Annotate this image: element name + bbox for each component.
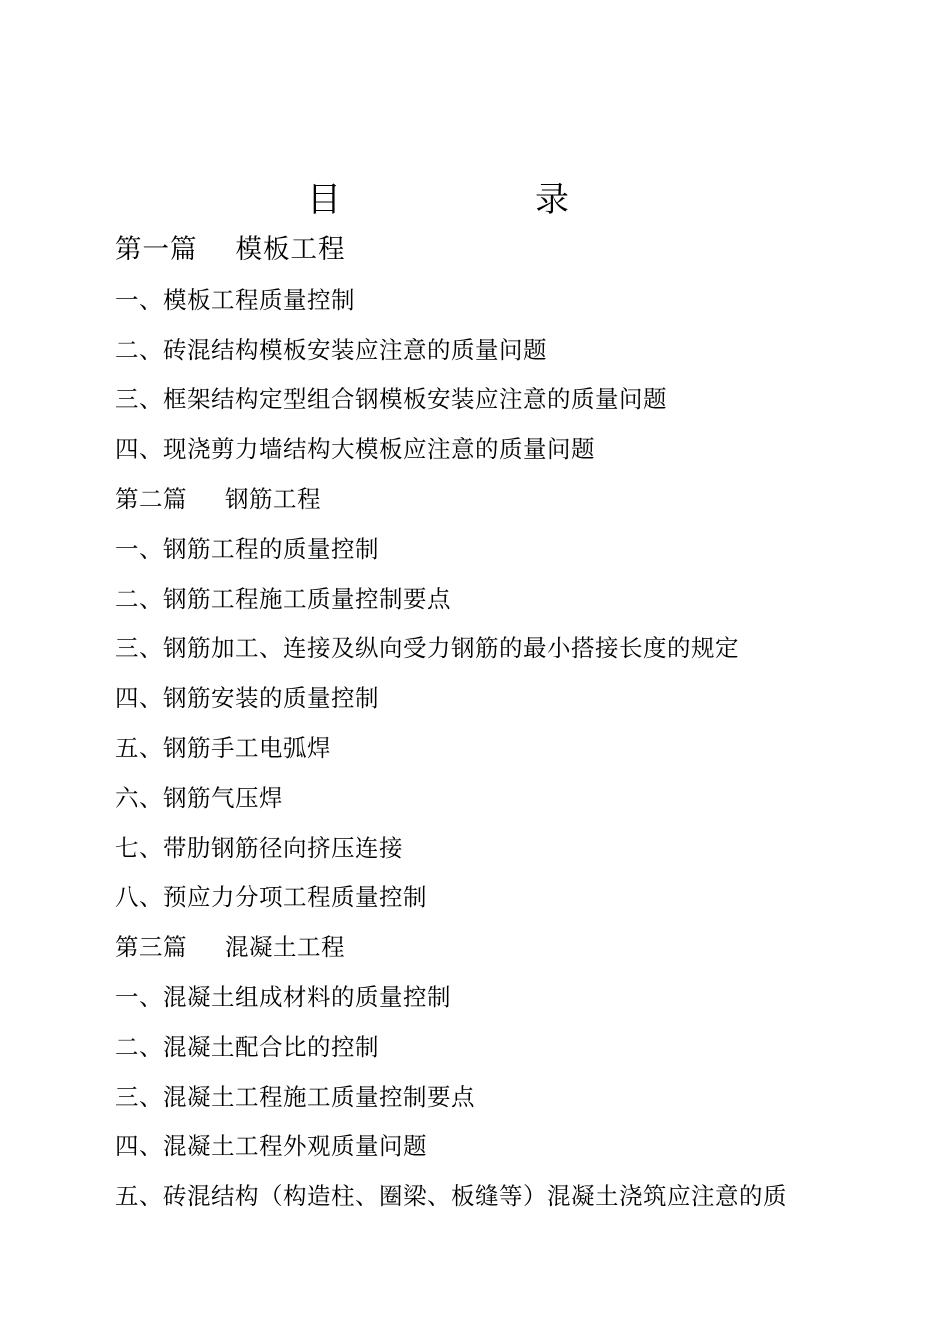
toc-item: 二、钢筋工程施工质量控制要点 [115, 584, 451, 613]
part-label: 第三篇 [115, 933, 187, 962]
table-of-contents [115, 230, 915, 1226]
toc-item: 八、预应力分项工程质量控制 [115, 883, 427, 912]
toc-item: 一、钢筋工程的质量控制 [115, 534, 379, 563]
toc-item: 三、框架结构定型组合钢模板安装应注意的质量问题 [115, 385, 667, 414]
toc-item: 三、混凝土工程施工质量控制要点 [115, 1082, 475, 1111]
title-char-2: 录 [535, 180, 569, 220]
part-label: 第一篇 [115, 234, 198, 265]
toc-item: 七、带肋钢筋径向挤压连接 [115, 833, 403, 862]
toc-item: 四、现浇剪力墙结构大模板应注意的质量问题 [115, 435, 595, 464]
part-label: 第二篇 [115, 484, 187, 513]
toc-item: 二、混凝土配合比的控制 [115, 1032, 379, 1061]
toc-item: 四、混凝土工程外观质量问题 [115, 1132, 427, 1161]
toc-part-2-heading [115, 479, 915, 529]
toc-item: 五、钢筋手工电弧焊 [115, 733, 331, 762]
toc-item: 四、钢筋安装的质量控制 [115, 684, 379, 713]
part-name: 混凝土工程 [225, 933, 345, 962]
toc-item: 六、钢筋气压焊 [115, 783, 283, 812]
toc-item: 一、模板工程质量控制 [115, 285, 355, 314]
toc-item: 一、混凝土组成材料的质量控制 [115, 982, 451, 1011]
toc-item: 三、钢筋加工、连接及纵向受力钢筋的最小搭接长度的规定 [115, 634, 739, 663]
toc-part-1-heading [115, 230, 915, 280]
toc-item: 五、砖混结构（构造柱、圈梁、板缝等）混凝土浇筑应注意的质 [115, 1182, 787, 1211]
part-name: 模板工程 [235, 234, 346, 265]
part-name: 钢筋工程 [225, 484, 321, 513]
toc-item: 二、砖混结构模板安装应注意的质量问题 [115, 335, 547, 364]
toc-part-3-heading [115, 927, 915, 977]
toc-title [0, 176, 950, 224]
title-char-1: 目 [307, 180, 341, 220]
